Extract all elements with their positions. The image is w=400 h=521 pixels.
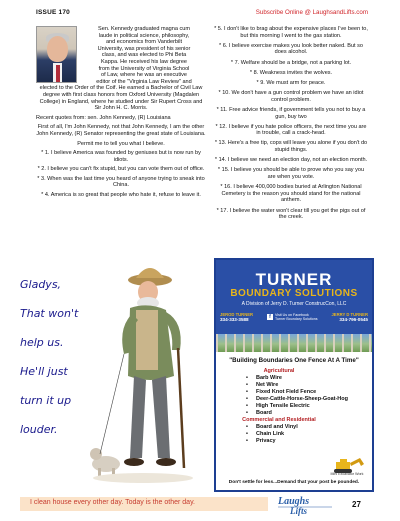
contact-name: JEROD TURNER — [220, 312, 254, 317]
belief-item: * 2. I believe you can't fix stupid, but you can vote them out of office. — [37, 166, 205, 173]
left-column — [36, 26, 206, 202]
old-man-illustration — [88, 258, 198, 492]
contact-phone: 334-796-0545 — [339, 317, 368, 322]
logo-word: Laughs — [278, 496, 310, 507]
service-item: • High Tensile Electric — [246, 403, 370, 410]
logo-word: Lifts — [290, 506, 307, 516]
service-item: • Chain Link — [246, 431, 370, 438]
caption-line: louder. — [20, 423, 58, 436]
bio-line: laude in political science, philosophy, — [98, 32, 190, 39]
facebook-line: Turner Boundary Solutions — [274, 317, 318, 322]
belief-item: * 6. I believe exercise makes you look better naked. But so does alcohol. — [219, 42, 363, 56]
caption-line: turn it up — [20, 394, 72, 407]
right-column — [214, 26, 368, 224]
contact-phone: 334-333-3588 — [220, 317, 249, 322]
service-item: • Privacy — [246, 438, 370, 445]
subscribe-link[interactable]: Subscribe Online @ LaughsandLifts.com — [255, 9, 368, 16]
belief-item: * 4. America is so great that people who hate it, refuse to leave it. — [41, 192, 201, 199]
bio-beside-photo — [82, 26, 206, 85]
belief-item: * 11. Free advice friends, if government tells you not to buy a gun, buy two — [216, 106, 366, 120]
ad-header — [216, 260, 372, 352]
service-item: • Fixed Knot Field Fence — [246, 389, 370, 396]
belief-item: * 12. I believe if you hate police officers, the next time you are in trouble, call a crack-head. — [215, 123, 367, 137]
ad-tagline: BOUNDARY SOLUTIONS — [230, 288, 358, 299]
ad-brand: TURNER — [255, 270, 333, 289]
bio-paragraph: elected to the Order of the Coif. He earned a Bachelor of Civil Law degree with first class honors from Oxford University (Magdalen College) in England, where he studied under Sir Rupert Cross and Sir John H. C. Morris. — [39, 85, 203, 112]
permit-text: Permit me to tell you what I believe. — [77, 140, 165, 147]
service-item: • Board and Vinyl — [246, 424, 370, 431]
contact-name: JERRY D TURNER — [331, 312, 368, 317]
ad-slogan: "Building Boundaries One Fence At A Time" — [229, 357, 359, 364]
belief-item: * 17. I believe the water won't clear till you get the pigs out of the creek. — [216, 207, 366, 221]
belief-item: * 8. Weakness invites the wolves. — [249, 69, 333, 76]
excavator-label: Mini Excavator Work — [330, 472, 364, 476]
belief-item: * 7. Welfare should be a bridge, not a parking lot. — [230, 59, 352, 66]
bio-line: editor of the "Virginia Law Review" and — [96, 78, 192, 85]
facebook-line: Visit Us on Facebook — [274, 313, 309, 317]
contact-left — [220, 312, 253, 322]
caption-line: help us. — [20, 336, 64, 349]
belief-item: * 9. We must arm for peace. — [256, 79, 326, 86]
preface-text: First of all, I'm John Kennedy, not that John Kennedy, I am the other John Kennedy, (R) Senator representing the great state of Louisiana. — [36, 124, 206, 137]
services-list — [224, 368, 370, 445]
ad-contacts — [220, 312, 368, 332]
bio-line: University, was president of his senior — [97, 45, 191, 52]
services-heading: Commercial and Residential — [242, 417, 316, 423]
bio-line: of Law, where he was an executive — [100, 72, 188, 79]
belief-item: * 10. We don't have a gun control problem we have an idiot control problem. — [218, 90, 364, 103]
laughs-lifts-logo — [276, 494, 334, 516]
belief-item: * 3. When was the last time you heard of anyone trying to sneak into China. — [37, 175, 205, 189]
belief-item: * 5. I don't like to brag about the expensive places I've been to, but this morning I went to the gas station. — [214, 26, 368, 39]
bio-line: from the University of Virginia School — [98, 65, 190, 72]
caption-line: Gladys, — [20, 278, 62, 291]
belief-item: * 13. Here's a free tip, cops will leave you alone if you don't do stupid things. — [214, 140, 368, 154]
issue-number: ISSUE 170 — [36, 9, 70, 16]
bio-line: Kappa. He received his law degree — [100, 58, 188, 65]
contact-right — [331, 312, 368, 322]
ad-division: A Division of Jerry D. Turner ConstrucCon, LLC — [241, 301, 347, 307]
belief-item: * 15. I believe you should be able to prove who you say you are when you vote. — [217, 167, 365, 181]
facebook-icon: f — [267, 314, 273, 320]
belief-item: * 14. I believe we need an election day, not an election month. — [214, 157, 368, 164]
bio-line: and economics from Vanderbilt — [105, 39, 183, 46]
service-item: • Net Wire — [246, 382, 370, 389]
service-item: • Board — [246, 410, 370, 417]
caption-line: That won't — [20, 307, 79, 320]
page-number: 27 — [352, 500, 361, 509]
ad-footer-text: Don't settle for less...Demand that your post be pounded. — [228, 480, 360, 485]
bio-line: class, and was elected to Phi Beta — [101, 52, 187, 59]
footer-joke: I clean house every other day. Today is the other day. — [30, 499, 195, 506]
belief-item: * 1. I believe America was founded by geniuses but is now run by idiots. — [41, 150, 201, 163]
intro-text: Recent quotes from: sen. John Kennedy, (R) Louisiana — [36, 114, 171, 121]
service-item: • Deer-Cattle-Horse-Sheep-Goat-Hog — [246, 396, 370, 403]
bio-line: Sen. Kennedy graduated magna cum — [98, 26, 190, 32]
turner-ad[interactable] — [214, 258, 374, 492]
fence-photo — [216, 334, 372, 352]
services-heading: Agricultural — [263, 368, 295, 374]
service-item: • Barb Wire — [246, 375, 370, 382]
caption-line: He'll just — [20, 365, 68, 378]
belief-item: * 16. I believe 400,000 bodies buried at Arlington National Cemetery is the reason you should stand for the national anthem. — [220, 184, 362, 204]
facebook-block — [267, 313, 318, 322]
